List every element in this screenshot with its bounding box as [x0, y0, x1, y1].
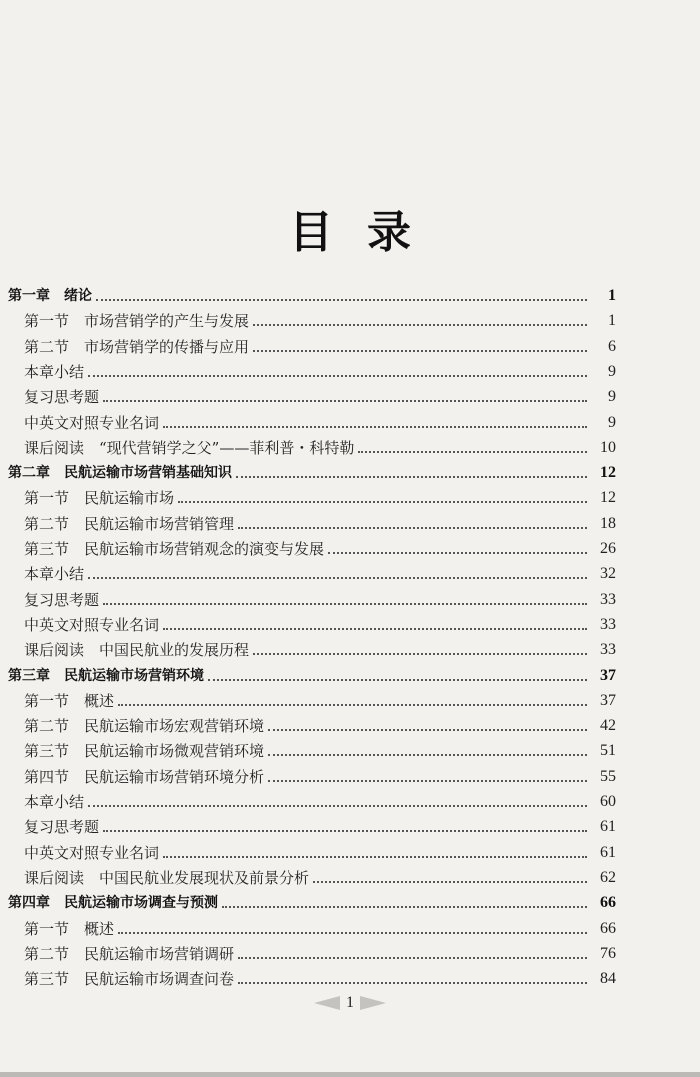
dot-leader [222, 906, 587, 908]
toc-entry-page: 60 [600, 793, 616, 810]
toc-entry-title: 课后阅读 中国民航业发展现状及前景分析 [24, 868, 310, 887]
toc-entry-title: 复习思考题 [24, 818, 100, 837]
toc-entry-title: 第二节 民航运输市场营销管理 [24, 514, 235, 533]
toc-entry-title: 第四节 民航运输市场营销环境分析 [24, 767, 265, 786]
toc-entry-title: 第二节 市场营销学的传播与应用 [24, 337, 250, 356]
toc-entry-page: 66 [600, 894, 616, 912]
dot-leader [163, 856, 587, 858]
toc-entry-title: 第二章 民航运输市场营销基础知识 [8, 465, 232, 482]
toc-entry-title: 第一节 市场营销学的产生与发展 [24, 312, 250, 331]
toc-entry-page: 26 [600, 540, 616, 557]
dot-leader [96, 299, 587, 301]
toc-section-entry [24, 560, 616, 584]
toc-chapter-entry [8, 889, 616, 913]
toc-section-entry [24, 965, 616, 989]
toc-entry-page: 61 [600, 818, 616, 836]
toc-section-entry [24, 915, 616, 939]
toc-entry-title: 复习思考题 [24, 590, 100, 609]
toc-entry-title: 复习思考题 [24, 388, 100, 407]
dot-leader [268, 754, 587, 756]
toc-entry-page: 55 [600, 767, 616, 785]
dot-leader [163, 426, 587, 428]
toc-section-entry [24, 788, 616, 812]
toc-section-entry [24, 940, 616, 964]
toc-entry-page: 84 [600, 970, 616, 988]
toc-entry-title: 第三章 民航运输市场营销环境 [8, 667, 204, 684]
toc-chapter-entry [8, 662, 616, 686]
dot-leader [88, 577, 587, 579]
toc-entry-page: 62 [600, 868, 616, 886]
toc-section-entry [24, 636, 616, 660]
toc-section-entry [24, 434, 616, 458]
dot-leader [358, 451, 587, 453]
toc-entry-page: 76 [600, 944, 616, 962]
toc-entry-title: 课后阅读 中国民航业的发展历程 [24, 641, 250, 660]
toc-entry-page: 6 [608, 337, 616, 355]
toc-section-entry [24, 763, 616, 787]
toc-entry-title: 第一节 概述 [24, 691, 115, 710]
dot-leader [238, 527, 587, 529]
dot-leader [118, 704, 587, 706]
toc-entry-title: 第二节 民航运输市场宏观营销环境 [24, 717, 265, 736]
dot-leader [236, 476, 587, 478]
toc-section-entry [24, 687, 616, 711]
toc-entry-page: 12 [600, 489, 616, 507]
toc-section-entry [24, 535, 616, 559]
toc-entry-page: 37 [600, 691, 616, 709]
toc-entry-title: 课后阅读 “现代营销学之父”——菲利普・科特勒 [24, 438, 355, 457]
dot-leader [88, 805, 587, 807]
toc-section-entry [24, 333, 616, 357]
dot-leader [253, 350, 587, 352]
dot-leader [103, 830, 587, 832]
toc-section-entry [24, 409, 616, 433]
toc-entry-title: 第一章 绪论 [8, 288, 92, 304]
toc-entry-page: 9 [608, 388, 616, 406]
toc-entry-page: 42 [600, 717, 616, 735]
toc-section-entry [24, 737, 616, 761]
toc-entry-page: 32 [600, 565, 616, 583]
toc-entry-page: 9 [608, 413, 616, 431]
toc-entry-title: 本章小结 [24, 793, 85, 811]
toc-entry-title: 第一节 概述 [24, 919, 115, 938]
dot-leader [103, 603, 587, 605]
toc-entry-page: 1 [608, 312, 616, 330]
dot-leader [103, 400, 587, 402]
toc-entry-title: 第三节 民航运输市场调查问卷 [24, 970, 235, 989]
toc-section-entry [24, 307, 616, 331]
toc-section-entry [24, 813, 616, 837]
dot-leader [328, 552, 587, 554]
dot-leader [208, 679, 587, 681]
dot-leader [238, 982, 587, 984]
toc-entry-title: 中英文对照专业名词 [24, 843, 160, 862]
right-arrow-icon [360, 996, 386, 1010]
page-footer [0, 994, 700, 1012]
toc-entry-title: 第三节 民航运输市场微观营销环境 [24, 742, 265, 761]
toc-entry-page: 33 [600, 641, 616, 659]
dot-leader [163, 628, 587, 630]
toc-chapter-entry [8, 282, 616, 306]
toc-entry-title: 本章小结 [24, 565, 85, 584]
toc-entry-page: 37 [600, 666, 616, 684]
toc-section-entry [24, 864, 616, 888]
toc-entry-title: 第三节 民航运输市场营销观念的演变与发展 [24, 540, 325, 558]
toc-section-entry [24, 839, 616, 863]
dot-leader [238, 957, 587, 959]
toc-entry-page: 9 [608, 362, 616, 380]
dot-leader [118, 932, 587, 934]
dot-leader [253, 653, 587, 655]
dot-leader [253, 324, 587, 326]
toc-entry-title: 中英文对照专业名词 [24, 413, 160, 432]
toc-entry-page: 12 [600, 464, 616, 482]
page-title: 目录 [289, 207, 445, 258]
dot-leader [268, 780, 587, 782]
toc-entry-title: 第二节 民航运输市场营销调研 [24, 944, 235, 963]
toc-section-entry [24, 586, 616, 610]
toc-entry-title: 本章小结 [24, 362, 85, 381]
toc-section-entry [24, 712, 616, 736]
page-number: 1 [346, 994, 354, 1011]
toc-entry-title: 第四章 民航运输市场调查与预测 [8, 895, 218, 912]
toc-entry-title: 中英文对照专业名词 [24, 615, 160, 634]
dot-leader [88, 375, 587, 377]
toc-entry-page: 33 [600, 615, 616, 633]
toc-entry-page: 18 [600, 514, 616, 532]
toc-section-entry [24, 383, 616, 407]
toc-entry-page: 66 [600, 919, 616, 937]
toc-section-entry [24, 484, 616, 508]
toc-entry-title: 第一节 民航运输市场 [24, 489, 175, 508]
toc-entry-page: 61 [600, 843, 616, 861]
toc-entry-page: 1 [608, 287, 616, 304]
dot-leader [178, 501, 587, 503]
page-edge [0, 1072, 700, 1077]
toc-entry-page: 51 [600, 742, 616, 760]
toc-entry-page: 10 [600, 438, 616, 456]
toc-chapter-entry [8, 459, 616, 483]
dot-leader [268, 729, 587, 731]
toc-section-entry [24, 611, 616, 635]
left-arrow-icon [314, 996, 340, 1010]
toc-entry-page: 33 [600, 590, 616, 608]
dot-leader [313, 881, 587, 883]
toc-section-entry [24, 358, 616, 382]
toc-section-entry [24, 510, 616, 534]
